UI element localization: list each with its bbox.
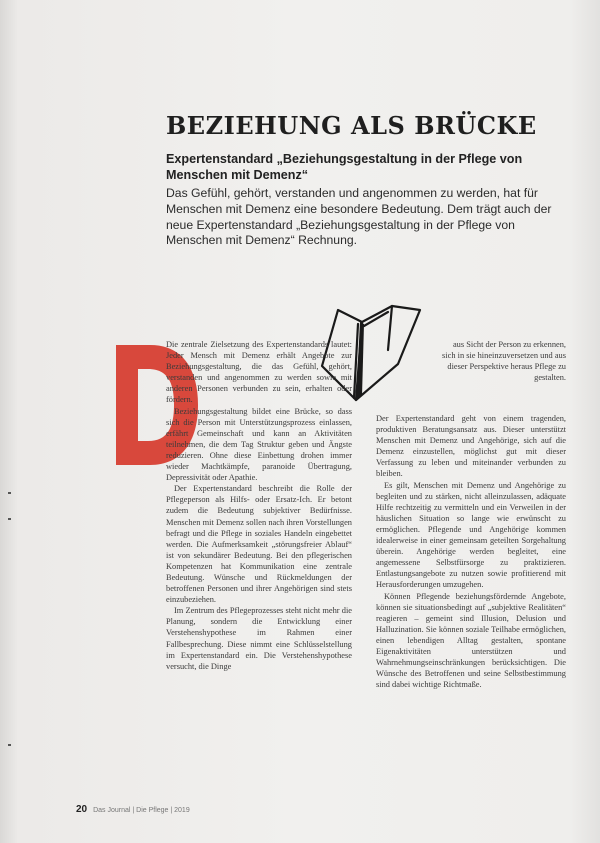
margin-mark: [8, 518, 11, 520]
article-subtitle: Expertenstandard „Beziehungsgestaltung in der Pflege von Menschen mit Demenz“: [166, 152, 523, 182]
right-top-paragraph: aus Sicht der Person zu erkennen, sich in sie hineinzuversetzen und aus dieser Perspektive heraus Pflege zu gestalten.: [442, 340, 566, 383]
left-paragraph-3: Der Expertenstandard beschreibt die Rolle der Pflegeperson als Hilfs- oder Ersatz-Ich. Er betont zudem die Bedeutung subjektiver Bedürfnisse. Menschen mit Demenz sollen nach ihren Vorstellungen befragt und die Pflege in soziales Handeln eingebettet werden. Die Aufmerksamkeit „störungsfreier Ablauf“ ist von sekundärer Bedeutung. Bei den pflegerischen Kompetenzen hat Kommunikation eine zentrale Bedeutung. Wünsche und Rückmeldungen der betroffenen Personen und ihrer Angehörigen sind stets einzubeziehen.: [166, 484, 352, 605]
left-paragraph-4: Im Zentrum des Pflegeprozesses steht nicht mehr die Planung, sondern die Entwicklung einer Verstehenshypothese im Rahmen einer Fallbesprechung. Diese nimmt eine Schlüsselstellung im Expertenstandard ein. Die Verstehenshypothese versucht, die Dinge: [166, 606, 352, 671]
right-paragraph-1: Der Expertenstandard geht von einem tragenden, produktiven Beratungsansatz aus. Dieser unterstützt Menschen mit Demenz und Angehörige, sich auf die Demenz einzustellen, möglichst gut mit dieser Verfassung zu leben und miteinander verbunden zu bleiben.: [376, 414, 566, 479]
left-paragraph-2: Beziehungsgestaltung bildet eine Brücke, so dass sich die Person mit Unterstützungsprozess einlassen, erfährt Gemeinschaft und kann an Aktivitäten teilnehmen, die dem Tag Struktur geben und Ängste reduzieren. Ohne diese Einbettung drohen immer wieder Machtkämpfe, paranoide Übertragung, Depressivität oder Apathie.: [166, 406, 352, 483]
left-column: [166, 339, 352, 672]
margin-mark: [8, 492, 11, 494]
margin-mark: [8, 744, 11, 746]
article-title: BEZIEHUNG ALS BRÜCKE: [166, 111, 537, 140]
right-paragraph-3: Können Pflegende beziehungsfördernde Angebote, können sie situationsbedingt auf „subjektive Realitäten“ reagieren – gemeint sind Illusion, Delusion und Halluzination. Sie können soziale Teilhabe ermöglichen, einen lebendigen Alltag gestalten, spontane Eigenaktivitäten unterstützen und Wahrnehmungseinschränkungen berücksichtigen. Die Wünsche des Betroffenen und seine Selbstbestimmung sind dabei wichtige Richtmaße.: [376, 591, 566, 690]
footer-text: Das Journal | Die Pflege | 2019: [93, 807, 190, 814]
article-intro: Das Gefühl, gehört, verstanden und angenommen zu werden, hat für Menschen mit Demenz eine besondere Bedeutung. Dem trägt auch der neue Expertenstandard „Beziehungsgestaltung in der Pflege von Menschen mit Demenz“ Rechnung.: [166, 186, 552, 248]
page-number: 20: [76, 804, 88, 815]
page-footer: [76, 804, 376, 815]
left-paragraph-1: Die zentrale Zielsetzung des Expertenstandards lautet: Jeder Mensch mit Demenz erhält Angebote zur Beziehungsgestaltung, die das Gefühl, gehört, verstanden und angenommen zu werden sowie mit anderen Personen verbunden zu sein, erhalten oder fördern.: [166, 340, 352, 405]
right-column: [376, 413, 566, 690]
right-paragraph-2: Es gilt, Menschen mit Demenz und Angehörige zu begleiten und zu stärken, nicht alleinzulassen, adäquate Hilfe rechtzeitig zu vermitteln und ein Verweilen in der häuslichen Situation so lange wie erwünscht zu ermöglichen. Pflegende und Angehörige kommen idealerweise in einer gemeinsam geteilten Sorgehaltung überein. Angehörige werden begleitet, eine angemessene Selbstfürsorge zu praktizieren. Entlastungsangebote zu nutzen sowie profitierend mit Herausforderungen umzugehen.: [376, 480, 566, 590]
right-column-top: [438, 339, 566, 383]
